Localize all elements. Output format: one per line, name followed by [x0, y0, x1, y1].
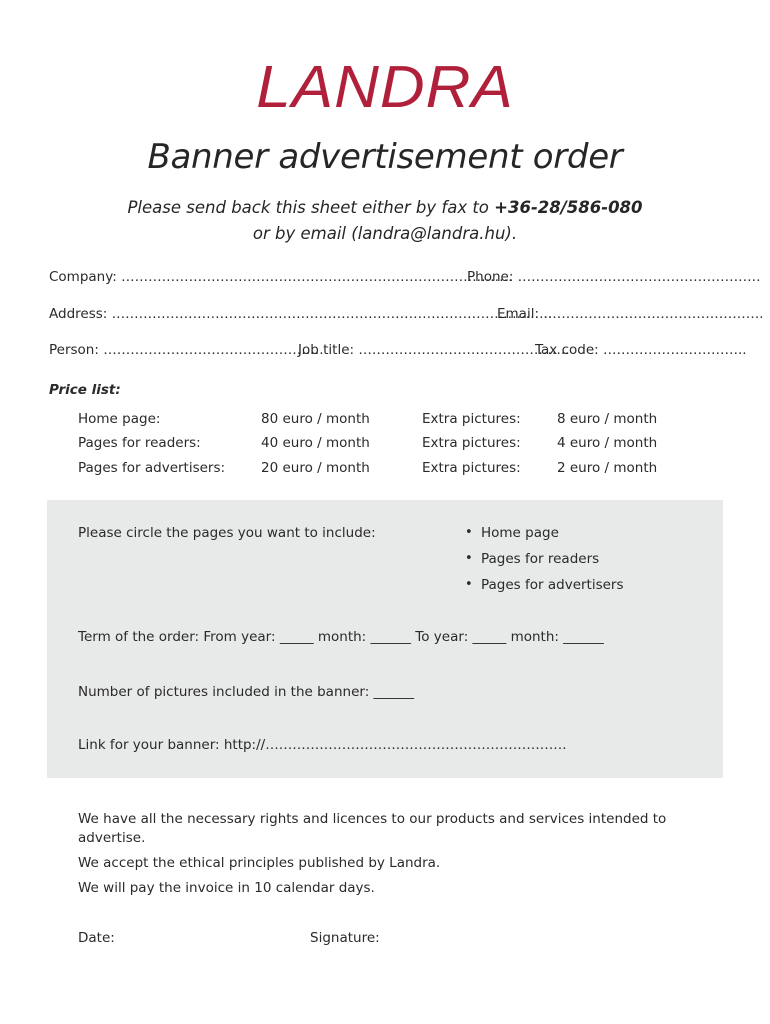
rights-statement-line-1: We have all the necessary rights and licences to our products and services intended to [78, 811, 667, 827]
date-label: Date: [78, 930, 115, 946]
company-field[interactable]: Company: …………………………………………………………………………… [49, 269, 513, 285]
invoice-statement: We will pay the invoice in 10 calendar days. [78, 880, 375, 896]
option-pages-for-readers[interactable]: • Pages for readers [481, 551, 599, 567]
job-title-field[interactable]: Job title: ……………………………………….. [298, 342, 570, 358]
rights-statement-line-2: advertise. [78, 830, 146, 846]
extra-pictures-label: Extra pictures: [422, 435, 521, 451]
price-page-label: Home page: [78, 411, 161, 427]
extra-pictures-price: 2 euro / month [557, 460, 658, 476]
page-title: Banner advertisement order [147, 137, 623, 177]
circle-prompt: Please circle the pages you want to include: [78, 525, 376, 541]
signature-label: Signature: [310, 930, 380, 946]
person-field[interactable]: Person: …………………………………………. [49, 342, 324, 358]
pictures-count-field[interactable]: Number of pictures included in the banner: ______ [78, 684, 415, 700]
price-value: 20 euro / month [261, 460, 370, 476]
price-list-heading: Price list: [49, 382, 121, 398]
option-home-page[interactable]: • Home page [481, 525, 559, 541]
price-value: 80 euro / month [261, 411, 370, 427]
tax-code-field[interactable]: Tax code: ………………………….. [535, 342, 747, 358]
extra-pictures-price: 8 euro / month [557, 411, 658, 427]
email-field[interactable]: Email: …………………………………………. [497, 306, 764, 322]
extra-pictures-price: 4 euro / month [557, 435, 658, 451]
address-field[interactable]: Address: …………………………………………………………………………………….. [49, 306, 553, 322]
fax-number: +36-28/586-080 [494, 198, 643, 217]
order-term-field[interactable]: Term of the order: From year: _____ month: ______ To year: _____ month: ______ [78, 629, 604, 645]
ethics-statement: We accept the ethical principles published by Landra. [78, 855, 441, 871]
instruction-line-2: or by email (landra@landra.hu). [252, 224, 518, 243]
option-pages-for-advertisers[interactable]: • Pages for advertisers [481, 577, 624, 593]
extra-pictures-label: Extra pictures: [422, 460, 521, 476]
landra-logo: LANDRA [256, 54, 514, 121]
instruction-line-1 [0, 198, 770, 217]
banner-link-field[interactable]: Link for your banner: http://…………………………………………………………. [78, 737, 567, 753]
extra-pictures-label: Extra pictures: [422, 411, 521, 427]
price-page-label: Pages for advertisers: [78, 460, 226, 476]
instruction-text: Please send back this sheet either by fax to [127, 198, 495, 217]
phone-field[interactable]: Phone: ……………………………………………… [467, 269, 761, 285]
price-value: 40 euro / month [261, 435, 370, 451]
price-page-label: Pages for readers: [78, 435, 201, 451]
